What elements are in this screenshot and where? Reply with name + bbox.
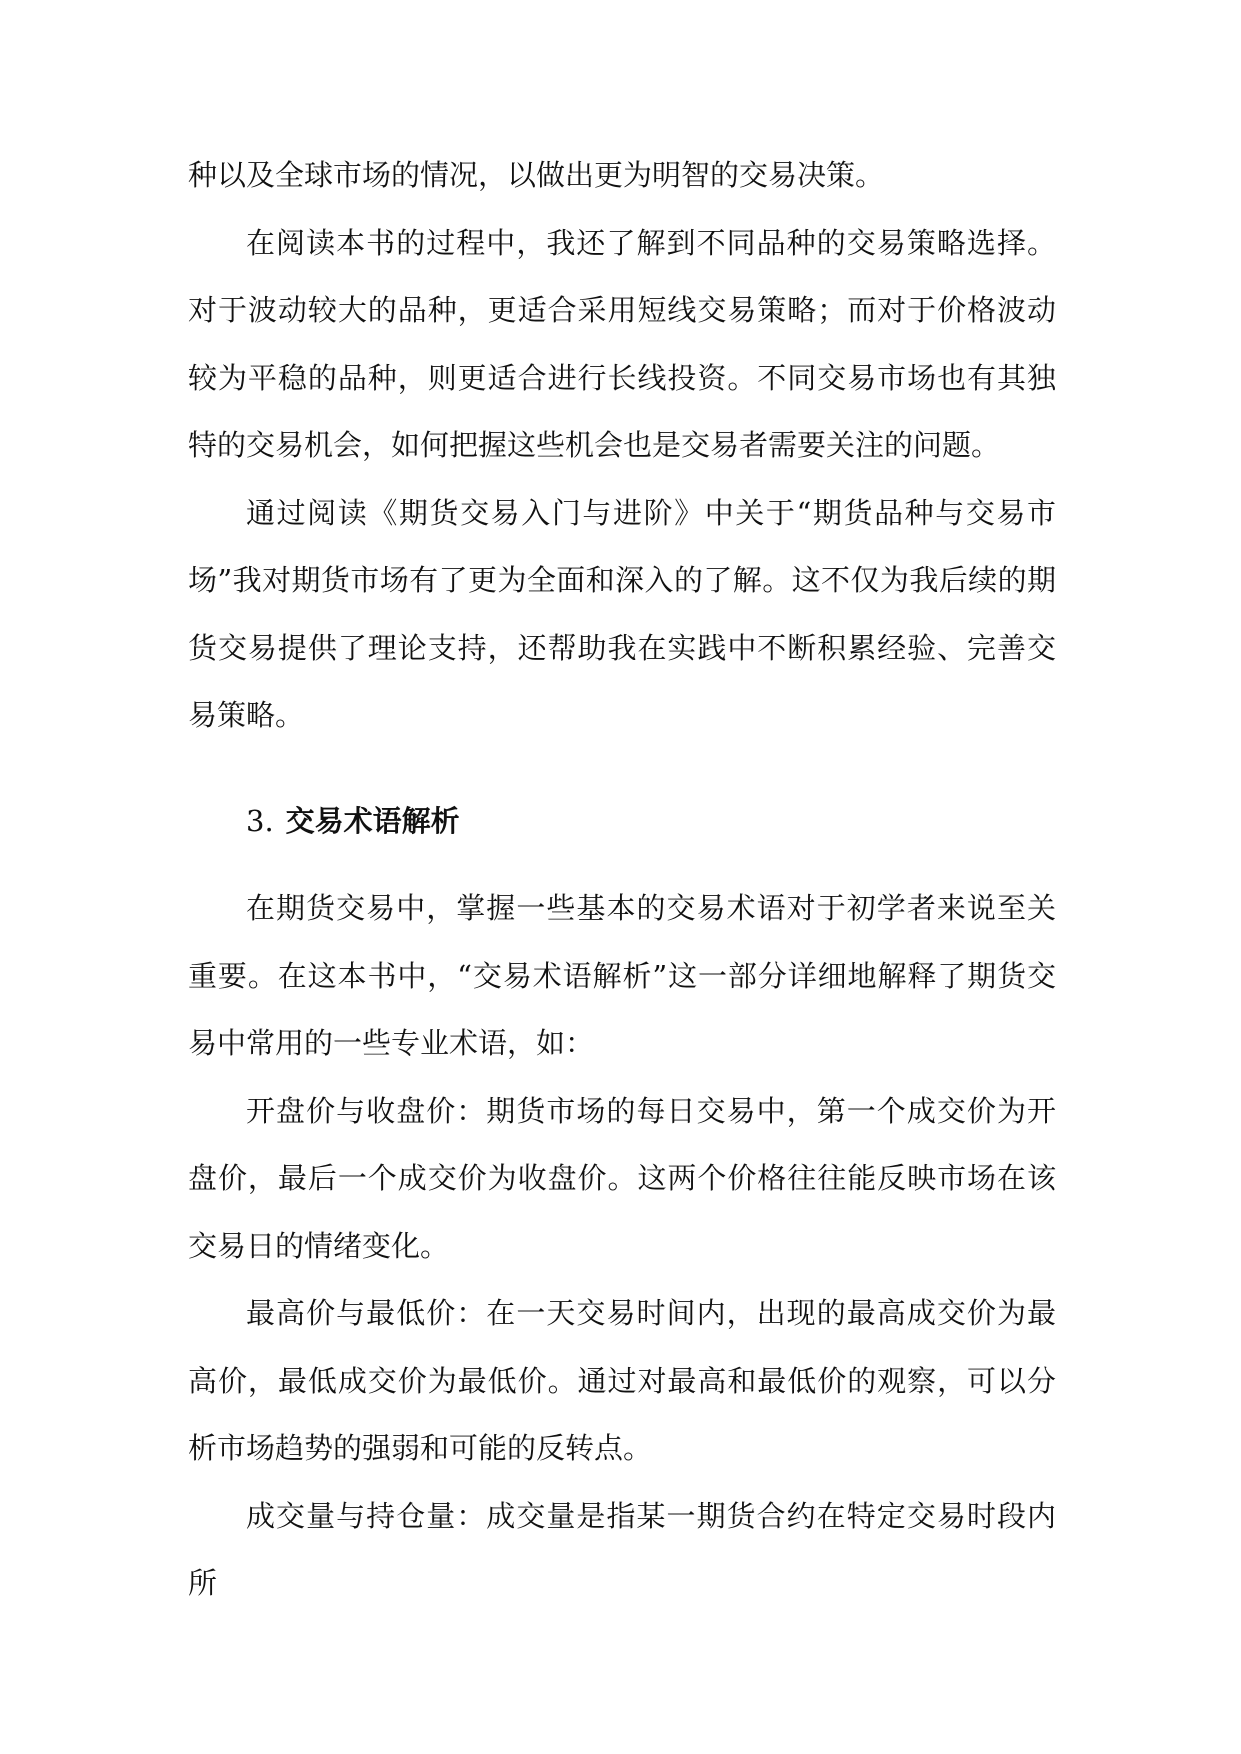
document-page bbox=[188, 142, 1056, 1618]
section-number: 3. bbox=[246, 803, 274, 838]
paragraph-reading-summary: 通过阅读《期货交易入门与进阶》中关于“期货品种与交易市场”我对期货市场有了更为全面和深入的了解。这不仅为我后续的期货交易提供了理论支持，还帮助我在实践中不断积累经验、完善交易策略。 bbox=[188, 495, 1056, 732]
paragraph-volume-open-interest: 成交量与持仓量：成交量是指某一期货合约在特定交易时段内所 bbox=[188, 1498, 1056, 1600]
paragraph-high-low-price: 最高价与最低价：在一天交易时间内，出现的最高成交价为最高价，最低成交价为最低价。通过对最高和最低价的观察，可以分析市场趋势的强弱和可能的反转点。 bbox=[188, 1296, 1056, 1465]
paragraph-terms-intro: 在期货交易中，掌握一些基本的交易术语对于初学者来说至关重要。在这本书中，“交易术语解析”这一部分详细地解释了期货交易中常用的一些专业术语，如： bbox=[188, 891, 1056, 1060]
paragraph-continuation: 种以及全球市场的情况，以做出更为明智的交易决策。 bbox=[188, 158, 885, 192]
section-title: 交易术语解析 bbox=[285, 803, 460, 838]
paragraph-strategy-selection: 在阅读本书的过程中，我还了解到不同品种的交易策略选择。对于波动较大的品种，更适合采用短线交易策略；而对于价格波动较为平稳的品种，则更适合进行长线投资。不同交易市场也有其独特的交易机会，如何把握这些机会也是交易者需要关注的问题。 bbox=[188, 225, 1056, 462]
paragraph-open-close-price: 开盘价与收盘价：期货市场的每日交易中，第一个成交价为开盘价，最后一个成交价为收盘价。这两个价格往往能反映市场在该交易日的情绪变化。 bbox=[188, 1093, 1056, 1263]
section-heading bbox=[188, 788, 1056, 856]
